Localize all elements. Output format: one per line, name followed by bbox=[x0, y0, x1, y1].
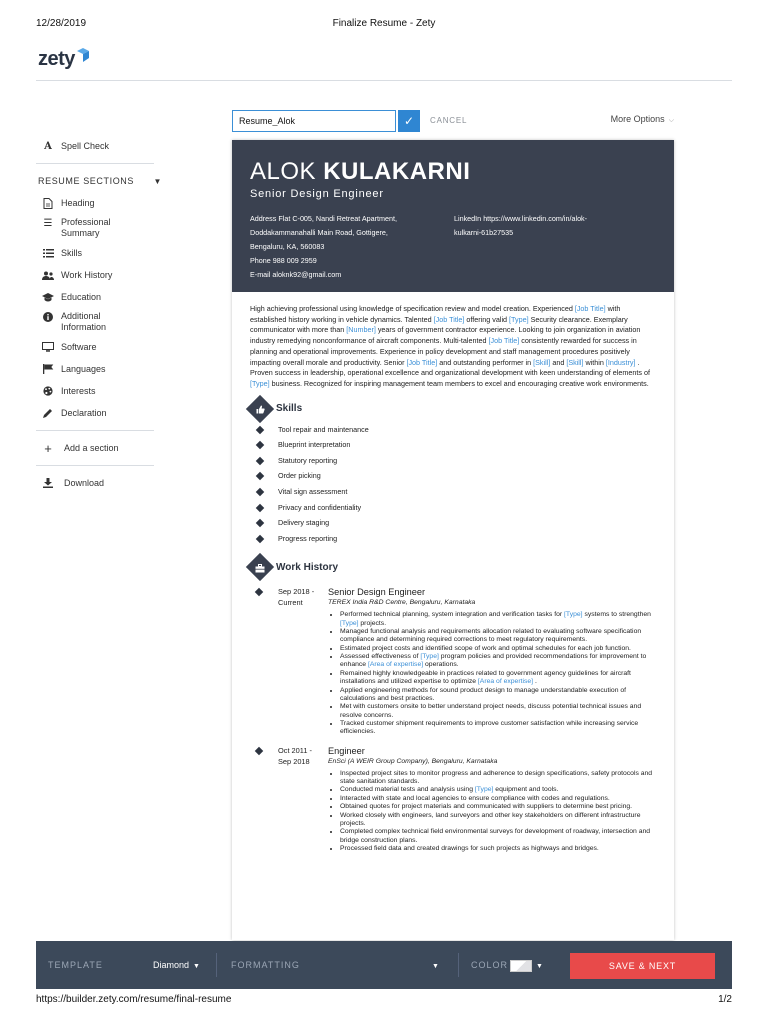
placeholder-text: [Job Title] bbox=[433, 314, 465, 324]
resume-sections-toggle[interactable] bbox=[36, 170, 166, 192]
chevron-down-icon: ▼ bbox=[153, 176, 162, 186]
cancel-button[interactable]: CANCEL bbox=[430, 116, 468, 125]
job-bullet-item bbox=[340, 653, 656, 669]
template-label: TEMPLATE bbox=[48, 960, 103, 970]
sidebar-item-heading[interactable] bbox=[36, 192, 166, 214]
job-title: Engineer bbox=[328, 745, 365, 756]
color-label: COLOR bbox=[471, 960, 509, 970]
job-entry bbox=[232, 586, 674, 736]
more-options-label: More Options bbox=[610, 114, 665, 124]
sidebar-item-label: Heading bbox=[61, 198, 95, 208]
text-run: offering valid bbox=[464, 314, 510, 324]
logo-text: zety bbox=[38, 47, 75, 70]
pen-icon bbox=[42, 407, 54, 419]
placeholder-text: [Type] bbox=[420, 653, 439, 661]
skills-list bbox=[232, 424, 674, 549]
work-history-title: Work History bbox=[276, 561, 339, 573]
text-run: Managed functional analysis and requirements allocation related to evaluating software specification compliance and determining required corrections to meet regulatory requirements. bbox=[340, 628, 642, 644]
job-bullets bbox=[340, 611, 656, 736]
sidebar-item-label: Interests bbox=[61, 386, 96, 396]
text-run: Security clearance. Exemplary communicator with more than bbox=[250, 314, 628, 335]
text-run: Tracked customer shipment requirements to improve customer satisfaction while increasing service efficiencies. bbox=[340, 720, 639, 736]
placeholder-text: [Type] bbox=[340, 619, 359, 627]
placeholder-text: [Job Title] bbox=[406, 357, 438, 367]
info-icon bbox=[42, 311, 54, 323]
job-bullet-item bbox=[340, 670, 656, 686]
sidebar-item-declaration[interactable] bbox=[36, 402, 166, 424]
sidebar-item-professional-summary[interactable] bbox=[36, 214, 166, 242]
sidebar-item-label: Skills bbox=[61, 248, 83, 258]
text-run: equipment and tools. bbox=[493, 786, 559, 794]
sidebar-item-work-history[interactable] bbox=[36, 264, 166, 286]
skill-item: Tool repair and maintenance bbox=[278, 424, 674, 440]
text-run: program policies and provided recommendations for improvement to enhance bbox=[340, 653, 647, 669]
chevron-down-icon: ⌵ bbox=[668, 117, 674, 124]
text-run: . Proven success in leadership, operational excellence and organizational development with keen understanding of elements of bbox=[250, 357, 650, 378]
text-run: Applied engineering methods for sound product design to manage understandable execution of calculations and best practices. bbox=[340, 686, 627, 702]
job-bullet-item bbox=[340, 803, 656, 811]
placeholder-text: [Area of expertise] bbox=[367, 661, 424, 669]
job-bullet-item bbox=[340, 828, 656, 844]
text-run: Interacted with state and local agencies to ensure compliance with codes and regulations. bbox=[340, 794, 610, 802]
list-icon bbox=[42, 247, 54, 259]
text-run: Remained highly knowledgeable in practices related to government agency guidelines for aircraft installations and utilized expertise to optimize bbox=[340, 669, 631, 686]
palette-icon bbox=[42, 385, 54, 397]
placeholder-text: [Job Title] bbox=[574, 304, 606, 313]
check-icon: ✓ bbox=[403, 114, 415, 128]
job-bullets bbox=[340, 770, 656, 854]
text-run: Estimated project costs and identified scope of work and optimal schedules for each job function. bbox=[340, 644, 631, 652]
header-divider bbox=[36, 80, 732, 81]
zety-logo[interactable] bbox=[38, 46, 89, 72]
sidebar bbox=[36, 135, 166, 494]
sidebar-item-label: Declaration bbox=[61, 408, 107, 418]
job-bullet-item bbox=[340, 795, 656, 803]
skill-item: Privacy and confidentiality bbox=[278, 502, 674, 518]
sidebar-item-label: Software bbox=[61, 342, 97, 352]
print-date: 12/28/2019 bbox=[36, 18, 87, 29]
address-label: Address bbox=[250, 214, 277, 223]
plus-icon: + bbox=[44, 440, 52, 456]
address-line: Flat C-005, Nandi Retreat Apartment, bbox=[278, 214, 398, 223]
text-run: Worked closely with engineers, land surveyors and other key stakeholders on different infrastructure projects. bbox=[340, 811, 641, 827]
confirm-name-button[interactable] bbox=[398, 110, 420, 132]
job-bullet-item bbox=[340, 703, 656, 719]
sidebar-item-languages[interactable] bbox=[36, 358, 166, 380]
sidebar-divider bbox=[36, 465, 154, 466]
print-page-number: 1/2 bbox=[718, 994, 732, 1005]
contact-right bbox=[454, 212, 654, 240]
download-label: Download bbox=[64, 478, 105, 488]
job-date-start: Oct 2011 - bbox=[278, 745, 312, 755]
flag-icon bbox=[42, 363, 54, 375]
text-run: High achieving professional using knowledge of specification review and model creation. Experienced bbox=[250, 304, 575, 313]
add-section-button[interactable] bbox=[36, 437, 166, 459]
job-body bbox=[328, 586, 656, 736]
address-line: Bengaluru, KA, 560083 bbox=[250, 242, 325, 251]
resume-name-input[interactable] bbox=[232, 110, 396, 132]
print-title: Finalize Resume - Zety bbox=[332, 18, 436, 29]
skill-item: Delivery staging bbox=[278, 517, 674, 533]
sidebar-item-skills[interactable] bbox=[36, 242, 166, 264]
job-dates bbox=[278, 586, 324, 608]
placeholder-text: [Type] bbox=[250, 378, 270, 388]
email-label: E-mail bbox=[250, 270, 271, 279]
text-run: . bbox=[533, 678, 537, 686]
job-bullet-item bbox=[340, 628, 656, 644]
job-bullet-item bbox=[340, 720, 656, 736]
placeholder-text: [Skill] bbox=[566, 357, 584, 367]
spell-check-label: Spell Check bbox=[61, 141, 110, 151]
people-icon bbox=[42, 269, 54, 281]
print-footer bbox=[0, 994, 768, 1024]
job-bullet-item bbox=[340, 845, 656, 853]
job-date-end: Sep 2018 bbox=[278, 756, 310, 766]
first-name: ALOK bbox=[250, 158, 317, 185]
text-run: Conducted material tests and analysis using bbox=[340, 786, 475, 794]
thumbs-up-icon bbox=[253, 403, 267, 417]
job-entry bbox=[232, 745, 674, 854]
resume-sections-heading: RESUME SECTIONS bbox=[38, 176, 135, 186]
placeholder-text: [Type] bbox=[564, 611, 583, 619]
bottom-bar bbox=[36, 941, 732, 989]
job-bullet bbox=[255, 588, 263, 596]
job-bullet bbox=[255, 746, 263, 754]
skill-item: Progress reporting bbox=[278, 533, 674, 549]
sidebar-item-education[interactable] bbox=[36, 286, 166, 308]
placeholder-text: [Type] bbox=[509, 314, 529, 324]
skill-item: Statutory reporting bbox=[278, 455, 674, 471]
formatting-select[interactable]: FORMATTING bbox=[231, 960, 300, 970]
job-dates bbox=[278, 745, 324, 767]
phone-value: 988 009 2959 bbox=[272, 256, 317, 265]
chevron-down-icon: ▼ bbox=[193, 963, 200, 970]
resume-header bbox=[232, 140, 674, 292]
monitor-icon bbox=[42, 341, 54, 353]
sidebar-item-label: Work History bbox=[61, 270, 113, 280]
spell-check-icon: A bbox=[44, 140, 52, 152]
sidebar-item-additional-information[interactable] bbox=[36, 308, 166, 336]
bar-divider bbox=[458, 953, 459, 977]
add-section-label: Add a section bbox=[64, 443, 119, 453]
skills-title: Skills bbox=[276, 403, 303, 415]
resume-role: Senior Design Engineer bbox=[250, 188, 384, 200]
job-bullet-item bbox=[340, 812, 656, 828]
address-line: Doddakammanahalli Main Road, Gottigere, bbox=[250, 228, 388, 237]
job-title: Senior Design Engineer bbox=[328, 587, 426, 598]
resume-preview[interactable] bbox=[232, 140, 674, 940]
text-run: projects. bbox=[358, 619, 387, 627]
download-button[interactable] bbox=[36, 472, 166, 494]
professional-summary bbox=[232, 292, 674, 390]
job-bullet-item bbox=[340, 645, 656, 653]
text-run: operations. bbox=[423, 661, 459, 669]
placeholder-text: [Industry] bbox=[605, 357, 636, 367]
job-bullet-item bbox=[340, 687, 656, 703]
briefcase-icon bbox=[253, 561, 267, 575]
text-run: Performed technical planning, system integration and verification tasks for bbox=[340, 611, 565, 619]
resume-name bbox=[250, 158, 656, 186]
document-icon bbox=[42, 197, 54, 209]
placeholder-text: [Job Title] bbox=[488, 336, 520, 346]
sidebar-item-label: Professional Summary bbox=[61, 217, 111, 238]
text-run: Assessed effectiveness of bbox=[340, 653, 421, 661]
text-run: consistently rewarded for success in planning and operational improvements. Experience in policy development and staff management procedures positively impacting overall morale and productivity. Senior bbox=[250, 336, 637, 367]
chevron-down-icon[interactable]: ▼ bbox=[432, 963, 439, 970]
template-select[interactable] bbox=[153, 960, 200, 970]
work-history-heading bbox=[232, 556, 674, 578]
job-date-start: Sep 2018 - bbox=[278, 587, 315, 597]
text-run: Obtained quotes for project materials and communicated with suppliers to determine best pricing. bbox=[340, 803, 633, 811]
sidebar-item-interests[interactable] bbox=[36, 380, 166, 402]
skill-item: Blueprint interpretation bbox=[278, 439, 674, 455]
resume-toolbar bbox=[232, 110, 674, 132]
more-options-button[interactable] bbox=[611, 114, 674, 125]
text-run: systems to strengthen bbox=[582, 611, 651, 619]
contact-left bbox=[250, 212, 440, 282]
download-icon bbox=[42, 477, 54, 489]
lines-icon: ☰ bbox=[43, 217, 53, 229]
job-body bbox=[328, 745, 656, 854]
last-name: KULAKARNI bbox=[323, 158, 471, 185]
skills-heading bbox=[232, 398, 674, 420]
text-run: within bbox=[583, 357, 606, 367]
logo-cube-icon bbox=[77, 48, 89, 62]
placeholder-text: [Skill] bbox=[533, 357, 551, 367]
sidebar-divider bbox=[36, 163, 154, 164]
job-bullet-item bbox=[340, 786, 656, 794]
sidebar-divider bbox=[36, 430, 154, 431]
placeholder-text: [Area of expertise] bbox=[477, 678, 534, 686]
job-company: TEREX India R&D Centre, Bengaluru, Karnataka bbox=[328, 599, 476, 607]
print-url: https://builder.zety.com/resume/final-resume bbox=[36, 994, 232, 1005]
linkedin-label: LinkedIn bbox=[454, 214, 482, 223]
chevron-down-icon[interactable]: ▼ bbox=[536, 963, 543, 970]
text-run: years of government contractor experience. Looking to join organization in aviation industry remedying nonconformance of aircraft components. Multi-talented bbox=[250, 325, 641, 346]
print-header bbox=[0, 0, 768, 28]
spell-check-button[interactable] bbox=[36, 135, 166, 157]
text-run: Inspected project sites to monitor progress and adherence to design specifications, safety protocols and state sanitation standards. bbox=[340, 769, 653, 785]
phone-label: Phone bbox=[250, 256, 271, 265]
skill-item: Vital sign assessment bbox=[278, 486, 674, 502]
placeholder-text: [Number] bbox=[346, 325, 376, 335]
text-run: and outstanding performer in bbox=[437, 357, 534, 367]
color-swatch[interactable] bbox=[510, 960, 532, 972]
sidebar-item-label: Additional Information bbox=[61, 311, 107, 332]
sidebar-item-software[interactable] bbox=[36, 336, 166, 358]
sidebar-item-label: Languages bbox=[61, 364, 106, 374]
text-run: and bbox=[550, 357, 567, 367]
text-run: with established history working in vehicle dynamics. Talented bbox=[250, 304, 621, 324]
text-run: Processed field data and created drawings for such projects as highways and bridges. bbox=[340, 845, 599, 853]
template-value: Diamond bbox=[153, 960, 190, 970]
linkedin-value: kulkarni-61b27535 bbox=[454, 228, 514, 237]
linkedin-value: https://www.linkedin.com/in/alok- bbox=[483, 214, 588, 223]
text-run: Met with customers onsite to better understand project needs, discuss potential technical issues and resolve concerns. bbox=[340, 703, 642, 719]
bar-divider bbox=[216, 953, 217, 977]
text-run: Completed complex technical field environmental surveys for development of roadway, intersection and bridge construction plans. bbox=[340, 828, 651, 844]
email-value: aloknk92@gmail.com bbox=[272, 270, 342, 279]
text-run: business. Recognized for inspiring management team members to excel and encouraging creative work environments. bbox=[269, 378, 649, 388]
skill-item: Order picking bbox=[278, 470, 674, 486]
graduation-cap-icon bbox=[42, 291, 54, 303]
save-next-button[interactable]: SAVE & NEXT bbox=[570, 953, 715, 979]
jobs-list bbox=[232, 586, 674, 853]
job-company: EnSci (A WEIR Group Company), Bengaluru, Karnataka bbox=[328, 757, 498, 765]
job-date-end: Current bbox=[278, 598, 303, 608]
job-bullet-item bbox=[340, 770, 656, 786]
placeholder-text: [Type] bbox=[474, 786, 494, 794]
job-bullet-item bbox=[340, 611, 656, 627]
sidebar-item-label: Education bbox=[61, 292, 102, 302]
